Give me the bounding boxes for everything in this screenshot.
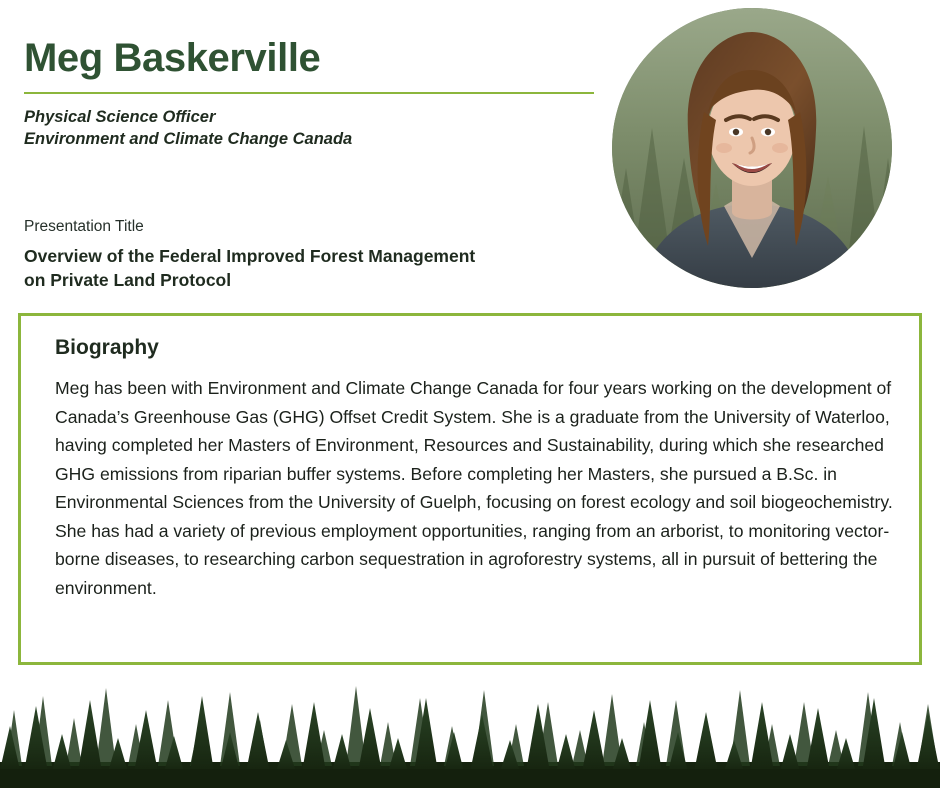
biography-text: Meg has been with Environment and Climate Change Canada for four years working on the development of Canada’s Greenhouse Gas (GHG) Offset Credit System. She is a graduate from the University of Waterloo, having completed her Masters of Environment, Resources and Sustainability, during which she researched GHG emissions from riparian buffer systems. Before completing her Masters, she pursued a B.Sc. in Environmental Sciences from the University of Guelph, focusing on forest ecology and soil biogeochemistry. She has had a variety of previous employment opportunities, ranging from an arborist, to monitoring vector-borne diseases, to researching carbon sequestration in agroforestry systems, all in pursuit of bettering the environment.: [55, 378, 893, 598]
presentation-title-line-2: on Private Land Protocol: [24, 270, 232, 291]
speaker-job-title: Physical Science Officer: [24, 108, 216, 126]
presentation-title-line-1: Overview of the Federal Improved Forest Management: [24, 246, 476, 266]
speaker-organization: Environment and Climate Change Canada: [24, 129, 353, 148]
forest-treeline-footer: [0, 666, 940, 788]
avatar: [612, 8, 892, 288]
speaker-role: [24, 107, 352, 151]
page-title: Meg Baskerville: [24, 36, 321, 80]
biography-box: [18, 313, 922, 665]
presentation-title-label: Presentation Title: [24, 218, 144, 235]
presentation-title: [24, 244, 584, 292]
biography-heading: Biography: [55, 336, 159, 359]
title-divider: [24, 92, 594, 94]
